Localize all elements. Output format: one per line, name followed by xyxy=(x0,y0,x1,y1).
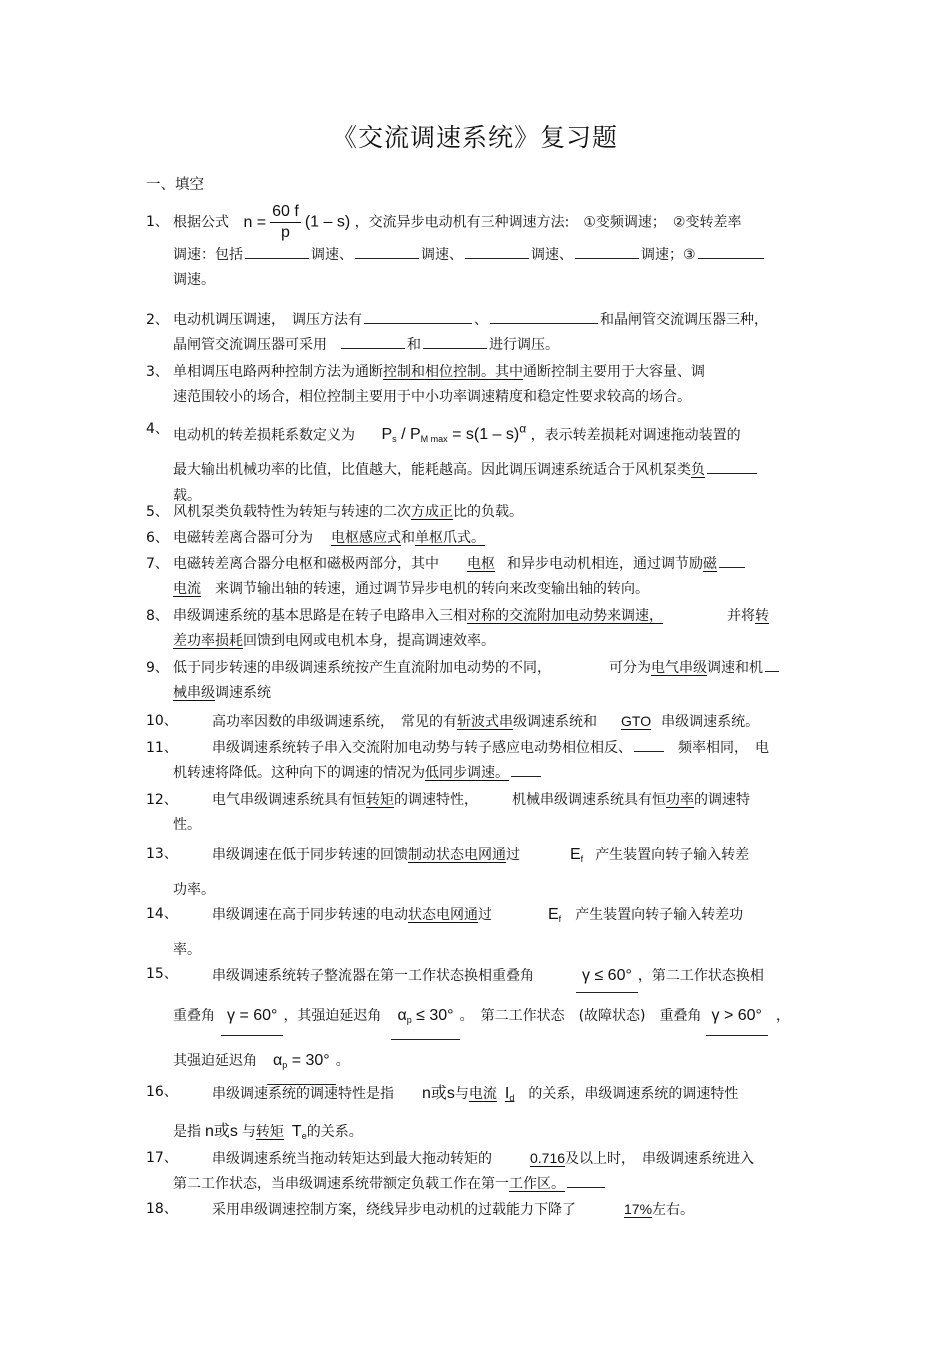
question-text: 功率。 xyxy=(173,882,215,898)
question-7 xyxy=(146,552,810,602)
question-text: 进行调压。 xyxy=(489,337,559,353)
question-text: 速范围较小的场合，相位控制主要用于中小功率调速精度和稳定性要求较高的场合。 xyxy=(173,389,691,405)
question-text: 和异步电动机相连，通过调节励 xyxy=(507,556,703,572)
question-number: 1、 xyxy=(146,214,169,230)
question-text: 产生装置向转子输入转差 xyxy=(595,847,750,863)
question-text: 其强迫延迟角 xyxy=(173,1053,257,1069)
answer-blank xyxy=(567,1173,605,1188)
question-text: 根据公式 xyxy=(173,214,229,231)
answer-blank xyxy=(707,459,757,474)
question-text: 低于同步转速的串级调速系统按产生直流附加电动势的不同， xyxy=(173,660,551,676)
answer-blank xyxy=(511,762,541,777)
question-text: 串级调速在低于同步转速的回馈 xyxy=(212,847,408,863)
formula-fraction xyxy=(270,202,301,243)
answer-blank xyxy=(634,737,664,752)
math-gamma-eq-60: γ = 60° xyxy=(221,999,283,1036)
answer-text: 17% xyxy=(624,1201,653,1217)
question-number: 8、 xyxy=(146,608,169,624)
question-text: 来调节输出轴的转速，通过调节异步电机的转向来改变输出轴的转向。 xyxy=(215,581,649,597)
question-text: 采用串级调速控制方案，绕线异步电动机的过载能力下降了 xyxy=(212,1202,576,1218)
question-text: 回馈到电网或电机本身，提高调速效率。 xyxy=(243,633,495,649)
symbol-id: $I_d$ xyxy=(504,1085,515,1103)
question-text: 串级调速系统转子串入交流附加电动势与转子感应电动势相位相反、 xyxy=(212,740,632,756)
question-text: 过 xyxy=(506,847,520,863)
answer-text: 转矩 xyxy=(366,792,394,808)
question-number: 14、 xyxy=(146,906,178,922)
question-text: 级调速系统和 xyxy=(513,714,597,730)
answer-text: 转 xyxy=(755,608,769,624)
answer-text: 对称的交流附加电动势来调速， xyxy=(467,608,663,624)
answer-text: GTO xyxy=(621,713,652,729)
formula-denominator: p xyxy=(281,224,290,241)
question-text: 风机泵类负载特性为转矩与转速的二次 xyxy=(173,504,411,520)
question-number: 18、 xyxy=(146,1201,178,1217)
answer-blank xyxy=(698,244,764,259)
question-14 xyxy=(146,902,810,963)
answer-blank xyxy=(575,244,639,259)
question-text: 、 xyxy=(474,312,488,328)
question-text: ， xyxy=(775,1008,790,1024)
question-5 xyxy=(146,500,810,525)
question-text: 左右。 xyxy=(652,1202,695,1218)
question-number: 9、 xyxy=(146,660,169,676)
question-number: 6、 xyxy=(146,530,169,546)
question-text: 电磁转差离合器分电枢和磁极两部分，其中 xyxy=(173,556,439,572)
question-text: 的关系。 xyxy=(306,1124,363,1140)
question-text: 性。 xyxy=(173,817,201,833)
question-9 xyxy=(146,656,810,706)
question-text: 高功率因数的串级调速系统， 常见的有 xyxy=(212,714,457,730)
answer-text: 0.716 xyxy=(530,1150,566,1166)
question-11 xyxy=(146,736,810,786)
question-number: 16、 xyxy=(146,1084,178,1100)
answer-blank xyxy=(423,334,487,349)
question-text: 过 xyxy=(478,907,492,923)
question-text: 的调速特 xyxy=(694,792,750,808)
question-number: 5、 xyxy=(146,504,169,520)
question-17 xyxy=(146,1146,810,1197)
question-text: 产生装置向转子输入转差功 xyxy=(575,907,744,923)
math-gamma-gt-60: γ > 60° xyxy=(706,999,768,1036)
question-text: ，表示转差损耗对调速拖动装置的 xyxy=(530,427,741,444)
math-alpha-le-30: $\alpha_p \le 30^\circ$ xyxy=(391,999,459,1040)
section-heading: 一、填空 xyxy=(146,177,204,193)
question-number: 13、 xyxy=(146,846,178,862)
answer-text: 控制和相位控制。其中 xyxy=(383,364,523,380)
question-text: 调速、 xyxy=(421,247,463,263)
question-text: 与 xyxy=(454,1086,469,1102)
answer-text: 工作区。 xyxy=(509,1176,565,1192)
question-number: 2、 xyxy=(146,312,169,328)
question-text: 电动机的转差损耗系数定义为 xyxy=(173,427,355,444)
answer-text: n或s xyxy=(205,1123,238,1140)
answer-text: 电流 xyxy=(173,581,201,597)
question-text: 第二工作状态，当串级调速系统带额定负载工作在第一 xyxy=(173,1176,509,1192)
answer-text: 转矩 xyxy=(255,1124,284,1140)
question-text: 调速、 xyxy=(311,247,353,263)
answer-text: 差功率损耗 xyxy=(173,633,243,649)
symbol-ef: $E_f$ xyxy=(548,906,562,924)
question-text: 调速；③ xyxy=(641,247,696,263)
question-15 xyxy=(146,962,810,1085)
question-text: 最大输出机械功率的比值，比值越大，能耗越高。因此调压调速系统适合于风机泵类 xyxy=(173,462,691,479)
question-text: 并将 xyxy=(727,608,755,624)
question-text: 调速、 xyxy=(531,247,573,263)
answer-text: 制动状态电网通 xyxy=(408,847,506,863)
answer-text: 功率 xyxy=(666,792,694,808)
question-4 xyxy=(146,412,810,509)
answer-blank xyxy=(245,244,309,259)
answer-blank xyxy=(364,309,472,324)
formula-tail: (1 – s) xyxy=(304,213,351,231)
question-text: 串级调速系统当拖动转矩达到最大拖动转矩的 xyxy=(212,1151,492,1167)
answer-blank xyxy=(355,244,419,259)
answer-blank xyxy=(465,244,529,259)
answer-text: 电气串级 xyxy=(651,660,707,676)
answer-text: 电流 xyxy=(468,1086,497,1102)
question-3 xyxy=(146,360,810,410)
question-2 xyxy=(146,308,810,358)
page-title: 《交流调速系统》复习题 xyxy=(331,123,618,152)
answer-blank xyxy=(341,334,405,349)
answer-text: 斩波式串 xyxy=(457,714,513,730)
question-text: 调速。 xyxy=(173,272,215,288)
question-18 xyxy=(146,1197,810,1223)
question-text: 载。 xyxy=(173,488,201,505)
question-text: 和晶闸管交流调压器三种， xyxy=(600,312,768,328)
question-number: 11、 xyxy=(146,740,178,756)
answer-text: 电枢 xyxy=(467,556,495,572)
question-13 xyxy=(146,842,810,903)
question-text: 电磁转差离合器可分为 xyxy=(173,530,313,546)
question-text: 串级调速系统的基本思路是在转子电路串入三相 xyxy=(173,608,467,624)
question-text: 是指 xyxy=(173,1124,201,1140)
question-number: 3、 xyxy=(146,364,169,380)
question-text: 串级调速系统。 xyxy=(661,714,760,730)
math-gamma-le-60: γ ≤ 60° xyxy=(576,962,638,993)
question-text: 调速：包括 xyxy=(173,247,243,263)
question-text: 调速系统 xyxy=(215,685,271,701)
answer-text: 低同步调速。 xyxy=(425,765,509,781)
question-text: 重叠角 xyxy=(173,1008,215,1024)
answer-text: 方成正 xyxy=(411,504,453,520)
question-text: 与 xyxy=(241,1124,256,1140)
question-text: 的调速特性， xyxy=(394,792,478,808)
question-text: 晶闸管交流调压器可采用 xyxy=(173,337,327,353)
answer-text: 单枢爪式。 xyxy=(415,530,485,546)
answer-text: 负 xyxy=(691,462,705,479)
question-text: 可分为 xyxy=(609,660,651,676)
symbol-ef: $E_f$ xyxy=(570,846,584,864)
question-text: ，交流异步电动机有三种调速方法: ①变频调速； ②变转差率 xyxy=(354,214,742,231)
question-text: 机械串级调速系统具有恒 xyxy=(512,792,666,808)
question-number: 7、 xyxy=(146,556,169,572)
question-text: 的关系，串级调速系统的调速特性 xyxy=(528,1086,739,1102)
symbol-te: $T_e$ xyxy=(291,1123,307,1141)
question-number: 12、 xyxy=(146,792,178,808)
question-text: 串级调速在高于同步转速的电动 xyxy=(212,907,408,923)
answer-text: 状态电网通 xyxy=(408,907,478,923)
answer-blank xyxy=(765,657,779,672)
question-8 xyxy=(146,604,810,654)
question-text: 电动机调压调速， 调压方法有 xyxy=(173,312,362,328)
question-text: 。 第二工作状态 (故障状态) 重叠角 xyxy=(459,1008,702,1024)
question-text: 电气串级调速系统具有恒 xyxy=(212,792,366,808)
question-number: 4、 xyxy=(146,421,169,437)
question-text: 调速和机 xyxy=(707,660,763,676)
question-text: 频率相同， 电 xyxy=(678,740,769,756)
question-text: ，其强迫延迟角 xyxy=(283,1008,382,1024)
question-text: 串级调速系统转子整流器在第一工作状态换相重叠角 xyxy=(212,968,534,984)
question-12 xyxy=(146,788,810,838)
answer-text: 械串级 xyxy=(173,685,215,701)
formula-ps: $P_s / P_{M max} = s(1 - s)^\alpha$ xyxy=(381,422,527,445)
question-10 xyxy=(146,709,810,735)
question-16 xyxy=(146,1080,810,1152)
formula-n: n = xyxy=(243,213,267,231)
question-6 xyxy=(146,526,810,551)
question-text: 通断控制主要用于大容量、调 xyxy=(523,364,705,380)
question-text: 串级调速系统的调速特性是指 xyxy=(212,1086,394,1102)
question-text: 及以上时， 串级调速系统进入 xyxy=(565,1151,755,1167)
question-text: 比的负载。 xyxy=(453,504,523,520)
question-text: 机转速将降低。这种向下的调速的情况为 xyxy=(173,765,425,781)
math-alpha-eq-30: $\alpha_p = 30^\circ$ xyxy=(267,1044,336,1085)
question-number: 10、 xyxy=(146,713,178,729)
question-text: 单相调压电路两种控制方法为通断 xyxy=(173,364,383,380)
question-text: 。 xyxy=(335,1053,350,1069)
question-text: 和 xyxy=(401,530,415,546)
answer-text: n或s xyxy=(422,1085,455,1102)
answer-blank xyxy=(490,309,598,324)
question-number: 17、 xyxy=(146,1150,178,1166)
answer-text: 电枢感应式 xyxy=(331,530,401,546)
question-1 xyxy=(146,202,810,293)
question-text: 率。 xyxy=(173,942,201,958)
question-text: 和 xyxy=(407,337,421,353)
answer-blank xyxy=(719,553,745,568)
formula-numerator: 60 f xyxy=(270,202,301,223)
question-text: ，第二工作状态换相 xyxy=(637,968,764,984)
question-number: 15、 xyxy=(146,966,178,982)
answer-text: 磁 xyxy=(703,556,717,572)
